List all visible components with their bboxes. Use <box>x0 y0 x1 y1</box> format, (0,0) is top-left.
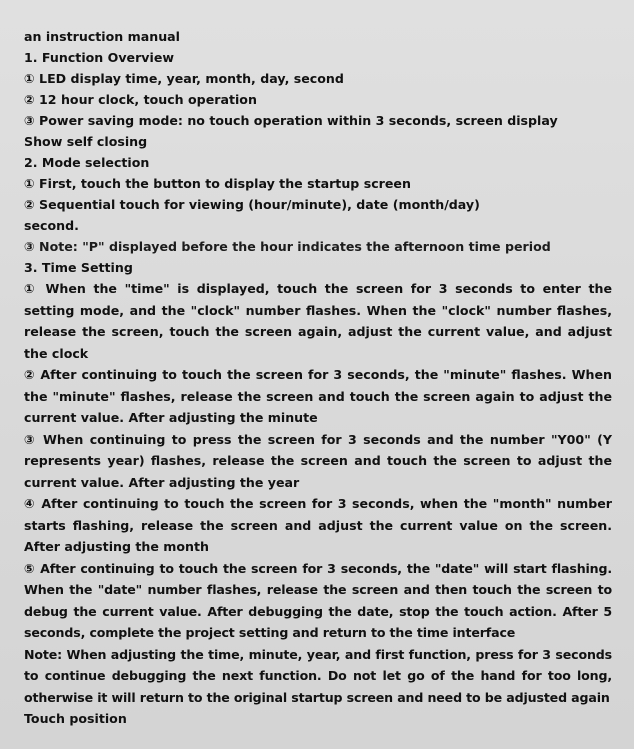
time-setting-item-4: ④ After continuing to touch the screen for 3 seconds, when the "month" number starts flashing, release the screen and adjust the current value on the screen. After adjusting the month <box>24 496 612 554</box>
mode-item-2-continued: second. <box>24 218 79 233</box>
time-setting-item-5: ⑤ After continuing to touch the screen for 3 seconds, the "date" will start flashing. When the "date" number flashes, release the screen and then touch the screen to debug the current value. After debugging the date, stop the touch action. After 5 seconds, complete the project setting and return to the time interface <box>24 560 612 640</box>
section-heading-function-overview: 1. Function Overview <box>24 50 175 65</box>
section-heading-time-setting: 3. Time Setting <box>24 260 133 275</box>
time-setting-item-3: ③ When continuing to press the screen for 3 seconds and the number "Y00" (Y represents year) flashes, release the screen and touch the screen to adjust the current value. After adjusting the year <box>24 431 612 490</box>
overview-item-1: ① LED display time, year, month, day, second <box>24 71 344 86</box>
section-heading-mode-selection: 2. Mode selection <box>24 155 150 170</box>
time-setting-item-2: ② After continuing to touch the screen for 3 seconds, the "minute" flashes. When the "minute" flashes, release the screen and touch the screen again to adjust the current value. After adjusting the minute <box>24 367 612 425</box>
manual-title: an instruction manual <box>24 29 180 44</box>
time-setting-note: Note: When adjusting the time, minute, year, and first function, press for 3 seconds to continue debugging the next function. Do not let go of the hand for too long, otherwise it will return to the original startup screen and need to be adjusted again <box>24 646 612 705</box>
mode-item-3: ③ Note: "P" displayed before the hour indicates the afternoon time period <box>24 239 551 254</box>
mode-item-2: ② Sequential touch for viewing (hour/minute), date (month/day) <box>24 197 480 212</box>
touch-position-label: Touch position <box>24 711 127 726</box>
mode-item-1: ① First, touch the button to display the startup screen <box>24 176 411 191</box>
overview-item-2: ② 12 hour clock, touch operation <box>24 92 257 107</box>
overview-item-3: ③ Power saving mode: no touch operation within 3 seconds, screen display <box>24 113 558 128</box>
overview-item-3-continued: Show self closing <box>24 134 148 149</box>
time-setting-item-1: ① When the "time" is displayed, touch the screen for 3 seconds to enter the setting mode, and the "clock" number flashes. When the "clock" number flashes, release the screen, touch the screen again, adjust the current value, and adjust the clock <box>24 281 612 361</box>
